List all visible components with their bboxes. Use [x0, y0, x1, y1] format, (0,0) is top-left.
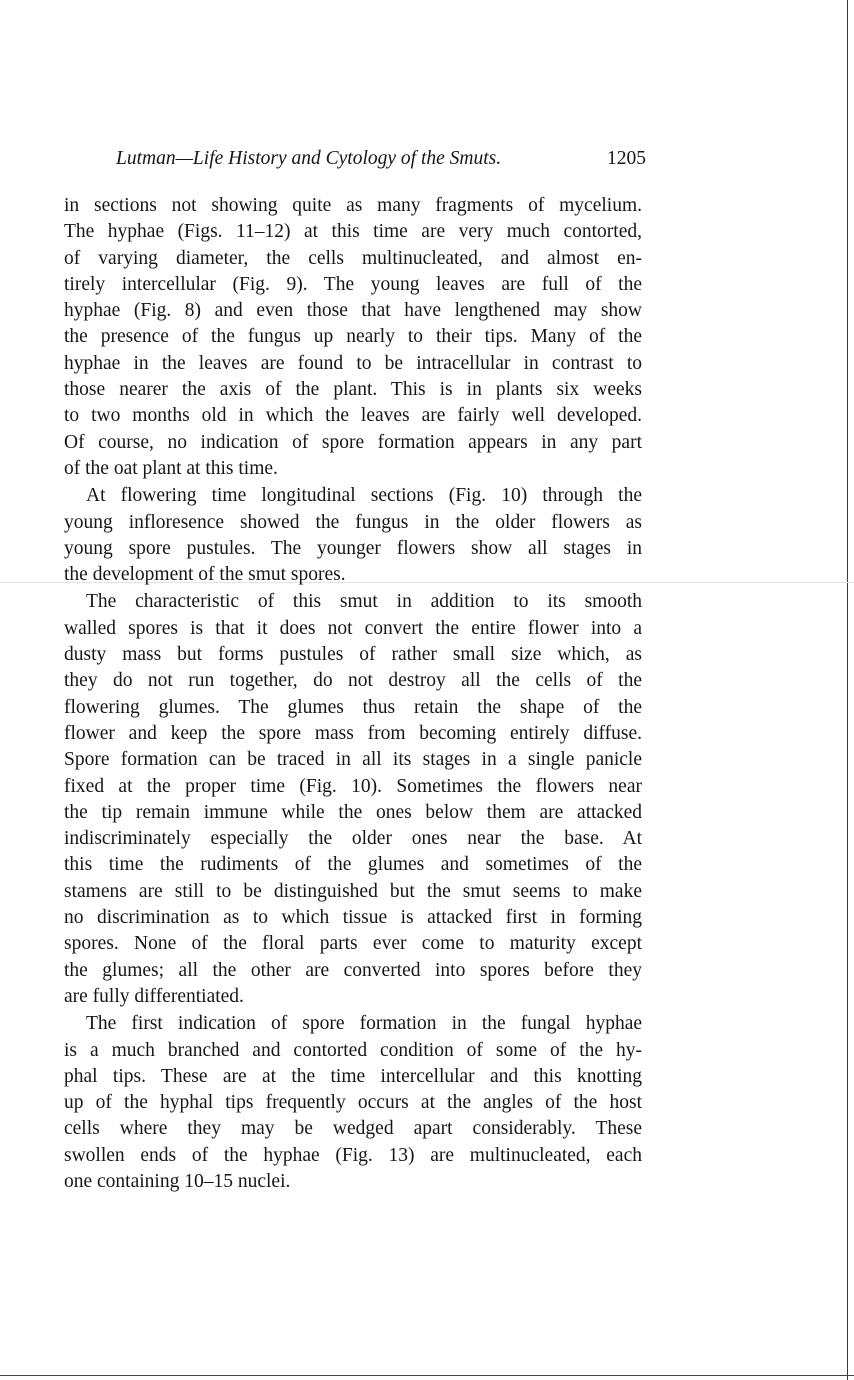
text-line: of the oat plant at this time. [64, 457, 278, 479]
text-line: those nearer the axis of the plant. This is in plants six weeks [64, 379, 642, 401]
text-line: the presence of the fungus up nearly to their tips. Many of the [64, 326, 642, 348]
paragraph-3 [64, 589, 642, 1010]
text-line: to two months old in which the leaves are fairly well developed. [64, 405, 642, 427]
text-line: The hyphae (Figs. 11–12) at this time are very much contorted, [64, 221, 642, 243]
text-line: stamens are still to be distinguished but the smut seems to make [64, 880, 642, 902]
body-text [64, 193, 642, 1195]
text-line: in sections not showing quite as many fragments of mycelium. [64, 195, 642, 216]
page-bottom-edge [0, 1375, 854, 1376]
paragraph-1 [64, 193, 642, 482]
text-line: The characteristic of this smut in addition to its smooth [86, 591, 642, 613]
text-line: flower and keep the spore mass from becoming entirely diffuse. [64, 722, 642, 744]
text-line: swollen ends of the hyphae (Fig. 13) are multinucleated, each [64, 1144, 642, 1166]
text-line: is a much branched and contorted condition of some of the hy- [64, 1039, 642, 1061]
text-line: fixed at the proper time (Fig. 10). Sometimes the flowers near [64, 775, 642, 797]
text-line: this time the rudiments of the glumes and sometimes of the [64, 854, 642, 876]
text-line: are fully differentiated. [64, 985, 244, 1007]
text-line: dusty mass but forms pustules of rather small size which, as [64, 644, 642, 666]
text-line: tirely intercellular (Fig. 9). The young leaves are full of the [64, 273, 642, 295]
text-line: young infloresence showed the fungus in the older flowers as [64, 511, 642, 533]
text-line: flowering glumes. The glumes thus retain the shape of the [64, 696, 642, 718]
text-line: young spore pustules. The younger flowers show all stages in [64, 537, 642, 559]
text-line: Of course, no indication of spore formation appears in any part [64, 431, 642, 453]
text-line: The first indication of spore formation in the fungal hyphae [86, 1013, 642, 1035]
text-line: phal tips. These are at the time intercellular and this knotting [64, 1065, 642, 1087]
text-line: walled spores is that it does not convert the entire flower into a [64, 617, 642, 639]
text-line: hyphae (Fig. 8) and even those that have lengthened may show [64, 300, 642, 322]
running-header [116, 145, 646, 173]
paragraph-4 [64, 1011, 642, 1195]
text-line: indiscriminately especially the older ones near the base. At [64, 828, 642, 850]
text-line: one containing 10–15 nuclei. [64, 1170, 291, 1192]
text-line: the tip remain immune while the ones below them are attacked [64, 801, 642, 823]
page-number: 1205 [607, 148, 646, 169]
text-line: of varying diameter, the cells multinucleated, and almost en- [64, 247, 642, 269]
paragraph-2 [64, 483, 642, 588]
text-line: Spore formation can be traced in all its stages in a single panicle [64, 749, 642, 771]
text-line: hyphae in the leaves are found to be intracellular in contrast to [64, 352, 642, 374]
text-line: up of the hyphal tips frequently occurs at the angles of the host [64, 1092, 642, 1114]
text-line: the development of the smut spores. [64, 564, 346, 586]
text-line: they do not run together, do not destroy all the cells of the [64, 670, 642, 692]
running-title: Lutman—Life History and Cytology of the Smuts. [116, 148, 502, 169]
text-line: the glumes; all the other are converted into spores before they [64, 959, 642, 981]
text-line: no discrimination as to which tissue is attacked first in forming [64, 907, 642, 929]
text-line: cells where they may be wedged apart considerably. These [64, 1118, 642, 1140]
text-line: At flowering time longitudinal sections (Fig. 10) through the [86, 485, 642, 507]
page-right-edge [847, 0, 848, 1380]
text-line: spores. None of the floral parts ever come to maturity except [64, 933, 642, 955]
